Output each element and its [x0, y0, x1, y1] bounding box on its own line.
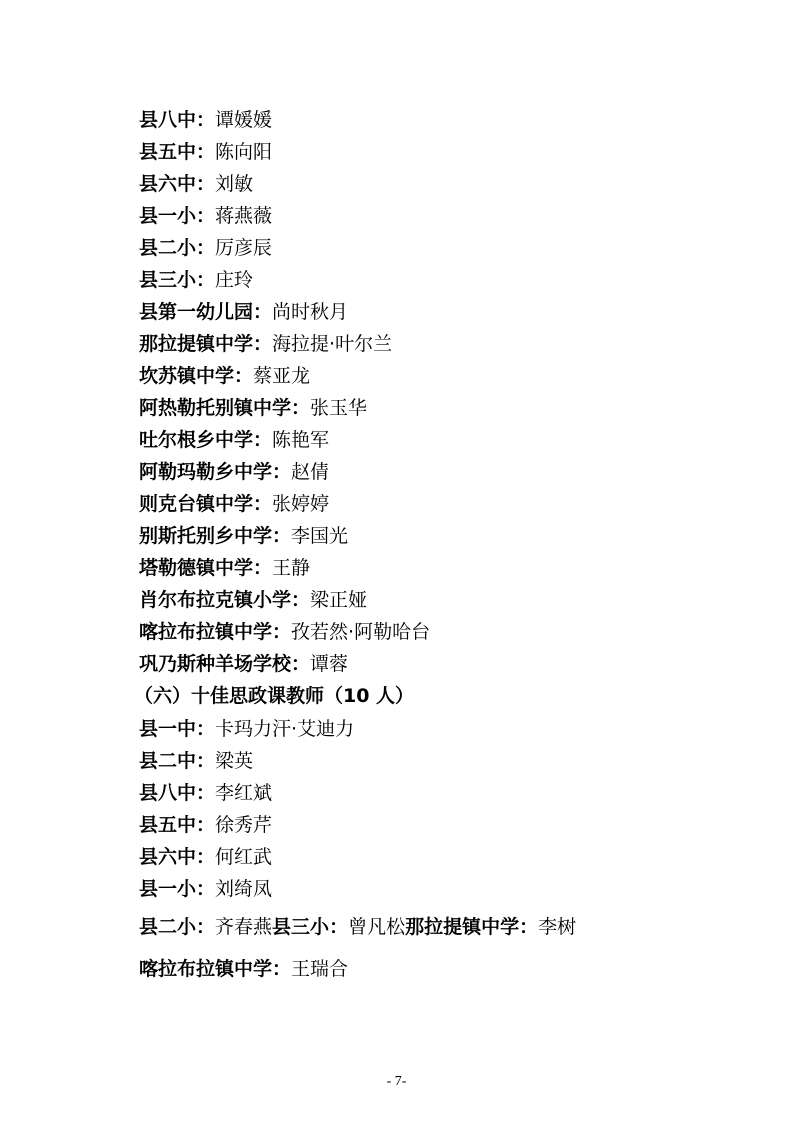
page-number: - 7-	[386, 1074, 407, 1089]
list-item: 县五中：陈向阳	[139, 141, 273, 163]
teacher-name: 赵倩	[291, 461, 330, 483]
teacher-name: 海拉提·叶尔兰	[272, 333, 393, 355]
list-item: 吐尔根乡中学：陈艳军	[139, 429, 330, 451]
school-name: 县第一幼儿园	[139, 301, 254, 323]
school-name: 那拉提镇中学	[405, 916, 520, 938]
teacher-name: 梁正娅	[310, 589, 368, 611]
school-name: 喀拉布拉镇中学	[139, 958, 273, 980]
school-name: 县三小	[139, 269, 197, 291]
teacher-name: 张婷婷	[272, 493, 330, 515]
school-name: 阿勒玛勒乡中学	[139, 461, 273, 483]
section-heading	[134, 680, 759, 713]
teacher-name: 何红武	[215, 846, 273, 868]
school-name: 县二小	[139, 237, 197, 259]
school-name: 县八中	[139, 109, 197, 131]
teacher-name: 刘敏	[215, 173, 254, 195]
teacher-name: 梁英	[215, 750, 254, 772]
list-item: 喀拉布拉镇中学：王瑞合	[139, 958, 349, 980]
school-name: 县一小	[139, 878, 197, 900]
list-item: 县八中：谭媛媛	[139, 109, 273, 131]
list-item: 县一中：卡玛力汗·艾迪力	[139, 718, 355, 740]
school-name: 吐尔根乡中学	[139, 429, 254, 451]
section-heading-text: （六）十佳思政课教师（10 人）	[134, 685, 415, 707]
list-item: 则克台镇中学：张婷婷	[139, 493, 330, 515]
teacher-name: 李红斌	[215, 782, 273, 804]
teacher-name: 蒋燕薇	[215, 205, 273, 227]
teacher-name: 谭蓉	[310, 653, 349, 675]
list-item: 县六中：刘敏	[139, 173, 254, 195]
combined-list-line: 县二小：齐春燕县三小：曾凡松那拉提镇中学：李树	[139, 916, 577, 938]
list-item: 阿热勒托别镇中学：张玉华	[139, 397, 368, 419]
teacher-name: 卡玛力汗·艾迪力	[215, 718, 355, 740]
list-item: 县六中：何红武	[139, 846, 273, 868]
school-name: 则克台镇中学	[139, 493, 254, 515]
school-name: 县八中	[139, 782, 197, 804]
list-item: 县八中：李红斌	[139, 782, 273, 804]
teacher-name: 曾凡松	[348, 916, 406, 938]
school-name: 县六中	[139, 173, 197, 195]
school-name: 塔勒德镇中学	[139, 557, 254, 579]
teacher-name: 陈艳军	[272, 429, 330, 451]
list-item: 县五中：徐秀芹	[139, 814, 273, 836]
list-item: 县三小：庄玲	[139, 269, 254, 291]
teacher-name: 李树	[538, 916, 577, 938]
school-name: 巩乃斯种羊场学校	[139, 653, 292, 675]
teacher-name: 张玉华	[310, 397, 368, 419]
school-name: 肖尔布拉克镇小学	[139, 589, 292, 611]
teacher-name: 尚时秋月	[272, 301, 349, 323]
list-item: 别斯托别乡中学：李国光	[139, 525, 349, 547]
list-item: 县一小：蒋燕薇	[139, 205, 273, 227]
list-item: 喀拉布拉镇中学：孜若然·阿勒哈台	[139, 621, 431, 643]
school-name: 县二小	[139, 916, 197, 938]
teacher-name: 李国光	[291, 525, 349, 547]
school-name: 县一小	[139, 205, 197, 227]
school-name: 那拉提镇中学	[139, 333, 254, 355]
teacher-name: 谭媛媛	[215, 109, 273, 131]
teacher-name: 蔡亚龙	[253, 365, 311, 387]
school-name: 县六中	[139, 846, 197, 868]
teacher-name: 王静	[272, 557, 311, 579]
school-name: 坎苏镇中学	[139, 365, 235, 387]
list-item: 塔勒德镇中学：王静	[139, 557, 311, 579]
list-item: 那拉提镇中学：海拉提·叶尔兰	[139, 333, 393, 355]
teacher-name: 刘绮凤	[215, 878, 273, 900]
school-name: 县五中	[139, 141, 197, 163]
school-name: 阿热勒托别镇中学	[139, 397, 292, 419]
award-list	[134, 104, 759, 989]
list-item: 县一小：刘绮凤	[139, 878, 273, 900]
school-name: 县三小	[272, 916, 330, 938]
teacher-name: 庄玲	[215, 269, 254, 291]
school-name: 别斯托别乡中学	[139, 525, 273, 547]
teacher-name: 齐春燕	[215, 916, 273, 938]
school-name: 县五中	[139, 814, 197, 836]
teacher-name: 孜若然·阿勒哈台	[291, 621, 431, 643]
list-item: 县二中：梁英	[139, 750, 254, 772]
list-item: 县第一幼儿园：尚时秋月	[139, 301, 349, 323]
teacher-name: 陈向阳	[215, 141, 273, 163]
list-item: 坎苏镇中学：蔡亚龙	[139, 365, 311, 387]
teacher-name: 王瑞合	[291, 958, 349, 980]
teacher-name: 徐秀芹	[215, 814, 273, 836]
teacher-name: 厉彦辰	[215, 237, 273, 259]
school-name: 县一中	[139, 718, 197, 740]
school-name: 县二中	[139, 750, 197, 772]
list-item: 巩乃斯种羊场学校：谭蓉	[139, 653, 349, 675]
list-item: 肖尔布拉克镇小学：梁正娅	[139, 589, 368, 611]
list-item: 阿勒玛勒乡中学：赵倩	[139, 461, 330, 483]
list-item: 县二小：厉彦辰	[139, 237, 273, 259]
school-name: 喀拉布拉镇中学	[139, 621, 273, 643]
